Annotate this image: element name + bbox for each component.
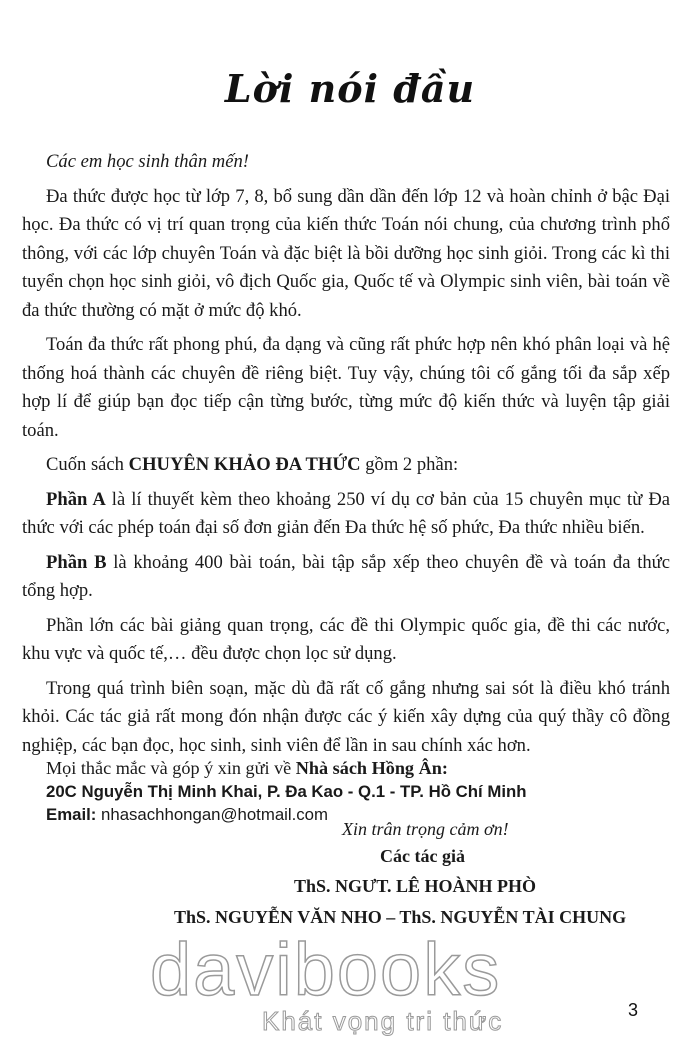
watermark-brand: davibooks [150, 928, 502, 1011]
author-line-1: ThS. NGƯT. LÊ HOÀNH PHÒ [294, 876, 537, 896]
paragraph-6: Phần lớn các bài giảng quan trọng, các đề thi Olympic quốc gia, đề thi các nước, khu vực và quốc tế,… đều được chọn lọc sử dụng. [22, 614, 670, 664]
publisher-address: 20C Nguyễn Thị Minh Khai, P. Đa Kao - Q.1 - TP. Hồ Chí Minh [46, 782, 527, 801]
part-b-label: Phần B [46, 551, 107, 573]
preface-body [22, 148, 670, 766]
part-a-label: Phần A [46, 488, 106, 510]
part-a-text: là lí thuyết kèm theo khoảng 250 ví dụ cơ bản của 15 chuyên mục từ Đa thức với các phép toán đại số đơn giản đến Đa thức hệ số phức, Đa thức nhiều biến. [22, 488, 670, 538]
paragraph-part-a [22, 486, 670, 543]
authors-label: Các tác giả [380, 846, 465, 866]
paragraph-3 [22, 451, 670, 480]
paragraph-3-suffix: gồm 2 phần: [360, 454, 459, 475]
paragraph-1: Đa thức được học từ lớp 7, 8, bổ sung dần dần đến lớp 12 và hoàn chỉnh ở bậc Đại học. Đa thức có vị trí quan trọng của kiến thức Toán nói chung, của chương trình phổ thông, với các lớp chuyên Toán và đặc biệt là bồi dưỡng học sinh giỏi. Trong các kì thi tuyển chọn học sinh giỏi, vô địch Quốc gia, Quốc tế và Olympic sinh viên, bài toán về đa thức thường có mặt ở mức độ khó. [22, 185, 670, 321]
book-title: CHUYÊN KHẢO ĐA THỨC [128, 454, 361, 475]
page-title: Lời nói đầu [224, 66, 476, 111]
paragraph-7: Trong quá trình biên soạn, mặc dù đã rất cố gắng nhưng sai sót là điều khó tránh khỏi. Các tác giả rất mong đón nhận được các ý kiến xây dựng của quý thầy cô đồng nghiệp, các bạn đọc, học sinh, sinh viên để lần in sau chính xác hơn. [22, 677, 670, 756]
part-b-text: là khoảng 400 bài toán, bài tập sắp xếp theo chuyên đề và toán đa thức tổng hợp. [22, 551, 670, 601]
contact-intro-line [46, 757, 666, 780]
email-address: nhasachhongan@hotmail.com [96, 805, 328, 824]
paragraph-2: Toán đa thức rất phong phú, đa dạng và cũng rất phức hợp nên khó phân loại và hệ thống hoá thành các chuyên đề riêng biệt. Tuy vậy, chúng tôi cố gắng tối đa sắp xếp hợp lí để giúp bạn đọc tiếp cận từng bước, từng mức độ kiến thức và luyện tập giải toán. [22, 334, 670, 441]
paragraph-part-b [22, 549, 670, 606]
thanks-line: Xin trân trọng cảm ơn! [342, 819, 509, 839]
paragraph-3-prefix: Cuốn sách [46, 454, 129, 475]
contact-intro: Mọi thắc mắc và góp ý xin gửi về [46, 758, 296, 778]
author-line-2: ThS. NGUYỄN VĂN NHO – ThS. NGUYỄN TÀI CHUNG [174, 907, 627, 927]
publisher-name: Nhà sách Hồng Ân: [295, 758, 448, 778]
greeting: Các em học sinh thân mến! [46, 151, 249, 172]
contact-block [46, 757, 666, 826]
watermark-slogan: Khát vọng tri thức [262, 1006, 504, 1036]
page-number: 3 [628, 1000, 639, 1020]
email-label: Email: [46, 805, 97, 824]
